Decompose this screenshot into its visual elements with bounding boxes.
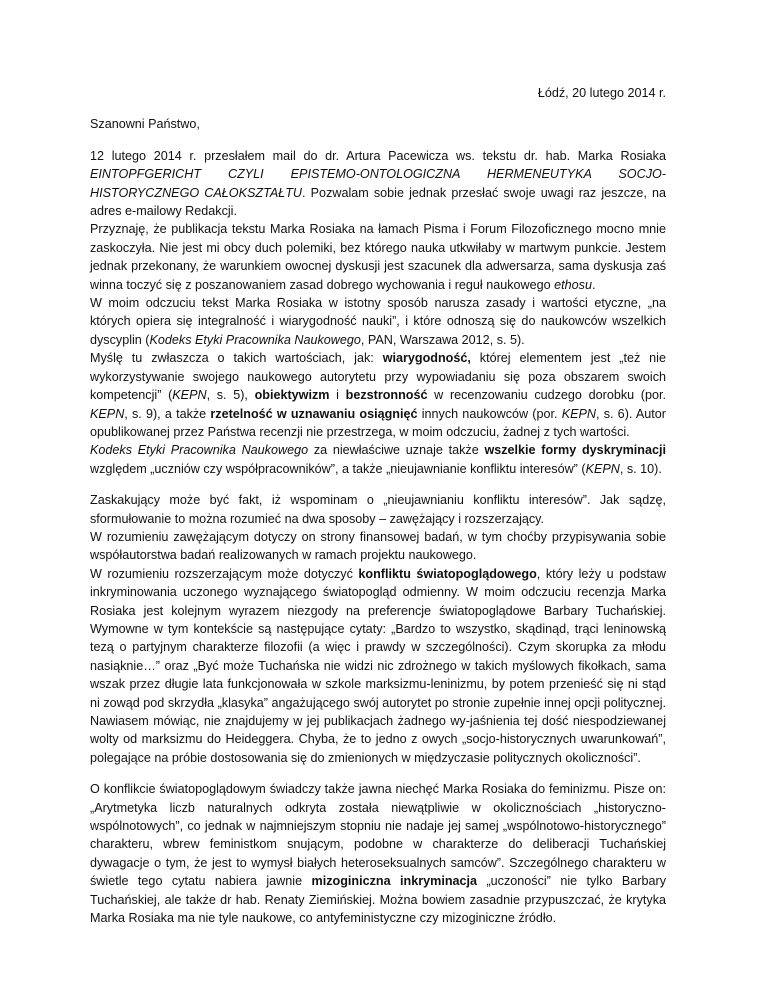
text-run: w recenzowaniu cudzego dorobku (por. — [427, 388, 666, 403]
text-run: Myślę tu zwłaszcza o takich wartościach, jak: — [90, 351, 383, 366]
text-run: względem „uczniów czy współpracowników”, a także „nieujawnianie konfliktu interesów” ( — [90, 461, 586, 476]
text-run: Zaskakujący może być fakt, iż wspominam o „nieujawnianiu konfliktu interesów”. Jak sądzę, sformułowanie to można rozumieć na dwa sposoby – zawężający i rozszerzający. — [90, 493, 666, 526]
italic-run: KEPN — [561, 406, 596, 421]
italic-run: Kodeks Etyki Pracownika Naukowego — [90, 443, 309, 458]
bold-run: mizoginiczna inkryminacja — [311, 874, 478, 889]
bold-run: obiektywizm — [254, 388, 330, 403]
text-run: Przyznaję, że publikacja tekstu Marka Rosiaka na łamach Pisma i Forum Filozoficznego mocno mnie zaskoczyła. Nie jest mi obcy duch polemiki, bez którego nauka utkwiłaby w martwym punkcie. Jestem jednak przekonany, że warunkiem owocnej dyskusji jest szacunek dla adwersarza, sama dyskusja zaś winna toczyć się z poszanowaniem zasad dobrego wychowania i reguł naukowego — [90, 222, 666, 292]
bold-run: bezstronność — [345, 388, 428, 403]
text-run: , PAN, Warszawa 2012, s. 5). — [360, 332, 525, 347]
text-run: której elementem jest „też nie wykorzystywanie swojego naukowego autorytetu przy wypowiadaniu się poza obszarem swoich kompetencji” ( — [90, 351, 666, 403]
paragraph — [90, 147, 666, 221]
paragraph — [90, 528, 666, 565]
text-run: O konflikcie światopoglądowym świadczy także jawna niechęć Marka Rosiaka do feminizmu. Pisze on: „Arytmetyka liczb naturalnych odkryta została niewątpliwie w okolicznościach „historyczno-wspólnotowych”, co jednak w najmniejszym stopniu nie nadaje jej samej „wspólnotowo-historycznego” charakteru, wbrew feministkom snującym, podobne w charakterze do deliberacji Tuchańskiej dywagacje o tym, że jest to wymysł białych heteroseksualnych samców”. Szczególnego charakteru w świetle tego cytatu nabiera jawnie — [90, 782, 666, 889]
letter-date: Łódź, 20 lutego 2014 r. — [537, 86, 666, 100]
text-run: W moim odczuciu tekst Marka Rosiaka w istotny sposób narusza zasady i wartości etyczne, „na których opiera się integralność i wiarygodność nauki”, i które odnoszą się do naukowców wszelkich dyscyplin ( — [90, 296, 666, 347]
text-run: , s. 5), — [206, 388, 255, 403]
paragraph — [90, 780, 666, 927]
text-run: i — [329, 388, 346, 403]
bold-run: wszelkie formy dyskryminacji — [484, 443, 666, 458]
text-run: innych naukowców (por. — [417, 406, 562, 421]
text-run: , s. 9), a także — [124, 406, 211, 421]
bold-run: konfliktu światopoglądowego — [358, 566, 537, 581]
italic-run: KEPN — [90, 406, 125, 421]
bold-run: wiarygodność, — [382, 351, 471, 366]
text-run: , który leży u podstaw inkryminowania uczonego wyznającego światopogląd odmienny. W moim odczuciu recenzja Marka Rosiaka jest kolejnym wyrazem niezgody na preferencje światopoglądowe Barbary Tuchańskiej. Wymowne w tym kontekście są następujące cytaty: „Bardzo to wszystko, skądinąd, trąci leninowską tezą o partyjnym charakterze filozofii (a więc i prawdy w szczególności). Czym skorupka za młodu nasiąknie…” oraz „Być może Tuchańska nie widzi nic zdrożnego w takich myślowych fikołkach, sama wszak przez długie lata funkcjonowała w szkole marksizmu-leninizmu, by potem przenieść się ni stąd ni zowąd pod skrzydła „klasyka” angażującego swój autorytet po stronie zupełnie innej opcji politycznej. Nawiasem mówiąc, nie znajdujemy w jej publikacjach żadnego wy-jaśnienia tej dość niespodziewanej wolty od marksizmu do Heideggera. Chyba, że to jedno z owych „socjo-historycznych uwarunkowań”, polegające na próbie dostosowania się do zmienionych w międzyczasie politycznych okoliczności”. — [90, 566, 667, 765]
paragraph — [90, 441, 666, 478]
text-run: . — [591, 277, 596, 292]
italic-run: Kodeks Etyki Pracownika Naukowego — [149, 332, 361, 347]
text-run: , s. 10). — [619, 461, 662, 476]
paragraph — [90, 294, 666, 349]
paragraph-group-1 — [90, 147, 666, 478]
letter-greeting: Szanowni Państwo, — [90, 117, 200, 132]
paragraph-group-2 — [90, 491, 666, 767]
italic-run: KEPN — [585, 461, 620, 476]
paragraph — [90, 565, 666, 767]
paragraph — [90, 349, 666, 441]
text-run: W rozumieniu zawężającym dotyczy on strony finansowej badań, w tym choćby przypisywania sobie współautorstwa badań realizowanych w ramach projektu naukowego. — [90, 529, 666, 563]
paragraph — [90, 491, 666, 528]
paragraph — [90, 220, 666, 294]
italic-run: KEPN — [172, 388, 207, 403]
text-run: . Pozwalam sobie jednak przesłać swoje uwagi raz jeszcze, na adres e-mailowy Redakcji. — [90, 185, 666, 219]
paragraph-group-3 — [90, 780, 666, 927]
text-run: 12 lutego 2014 r. przesłałem mail do dr. Artura Pacewicza ws. tekstu dr. hab. Marka Rosiaka — [90, 148, 666, 163]
italic-run: ethosu — [554, 277, 592, 292]
text-run: za niewłaściwe uznaje także — [308, 443, 485, 458]
text-run: , s. 6). Autor opublikowanej przez Państwa recenzji nie przestrzega, w moim odczuciu, żadnej z tych wartości. — [90, 406, 666, 439]
text-run: „uczoności” nie tylko Barbary Tuchańskiej, ale także dr hab. Renaty Ziemińskiej. Można bowiem zasadnie przypuszczać, że krytyka Marka Rosiaka ma nie tyle naukowe, co antyfeministyczne czy mizoginiczne źródło. — [90, 874, 666, 926]
text-run: W rozumieniu rozszerzającym może dotyczyć — [90, 566, 359, 581]
italic-run: EINTOPFGERICHT CZYLI EPISTEMO-ONTOLOGICZNA HERMENEUTYKA SOCJO-HISTORYCZNEGO CAŁOKSZTAŁTU — [90, 167, 666, 200]
bold-run: rzetelność w uznawaniu osiągnięć — [210, 406, 418, 421]
